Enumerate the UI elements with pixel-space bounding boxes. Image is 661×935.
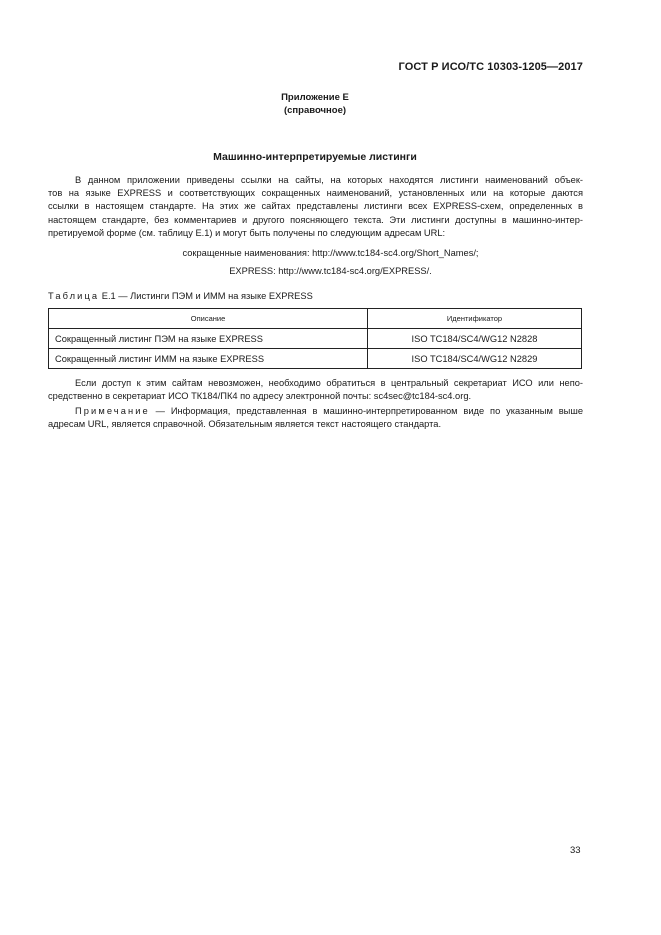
table-row bbox=[49, 329, 582, 349]
intro-line: тов на языке EXPRESS и соответствующих сокращенных наименований, установленных или на которые даются bbox=[48, 188, 583, 199]
table-caption-text: Е.1 — Листинги ПЭМ и ИММ на языке EXPRESS bbox=[99, 291, 313, 301]
intro-line: В данном приложении приведены ссылки на сайты, на которых находятся листинги наименований объек- bbox=[75, 175, 583, 185]
row-description: Сокращенный листинг ПЭМ на языке EXPRESS bbox=[49, 329, 368, 349]
intro-line: настоящем стандарте, без комментариев и другого поясняющего текста. Эти листинги доступны в машинно-интер- bbox=[48, 214, 583, 225]
annex-title: Приложение Е bbox=[281, 92, 349, 103]
row-identifier: ISO TC184/SC4/WG12 N2829 bbox=[368, 349, 582, 369]
row-description: Сокращенный листинг ИММ на языке EXPRESS bbox=[49, 349, 368, 369]
note-line: Примечание — Информация, представленная в машинно-интерпретированном виде по указанным выше bbox=[75, 406, 583, 416]
access-line: Если доступ к этим сайтам невозможен, необходимо обратиться в центральный секретариат ИСО или непо- bbox=[75, 378, 583, 388]
header-identifier: Идентификатор bbox=[368, 309, 582, 329]
header-description: Описание bbox=[49, 309, 368, 329]
access-paragraph bbox=[48, 377, 583, 403]
note-paragraph bbox=[48, 405, 583, 431]
page-number: 33 bbox=[570, 845, 581, 856]
note-label: Примечание bbox=[75, 406, 150, 416]
url-express[interactable]: EXPRESS: http://www.tc184-sc4.org/EXPRESS/. bbox=[229, 266, 432, 276]
annex-subtitle: (справочное) bbox=[283, 105, 347, 116]
annex-heading bbox=[0, 91, 630, 117]
table-row bbox=[49, 349, 582, 369]
access-line: средственно в секретариат ИСО ТК184/ПК4 по адресу электронной почты: sc4sec@tc184-sc4.org. bbox=[48, 391, 472, 402]
row-identifier: ISO TC184/SC4/WG12 N2828 bbox=[368, 329, 582, 349]
table-header-row bbox=[49, 309, 582, 329]
document-header: ГОСТ Р ИСО/ТС 10303-1205—2017 bbox=[398, 61, 583, 73]
note-line: адресам URL, является справочной. Обязательным является текст настоящего стандарта. bbox=[48, 419, 442, 430]
listings-table bbox=[48, 308, 582, 369]
url-short-names[interactable]: сокращенные наименования: http://www.tc184-sc4.org/Short_Names/; bbox=[182, 248, 479, 258]
section-title: Машинно-интерпретируемые листинги bbox=[213, 151, 417, 163]
intro-paragraph bbox=[48, 174, 583, 240]
table-caption bbox=[48, 291, 313, 301]
table-caption-label: Таблица bbox=[48, 291, 100, 301]
intro-line: претируемой форме (см. таблицу Е.1) и могут быть получены по следующим адресам URL: bbox=[48, 227, 446, 238]
intro-line: ссылки в настоящем стандарте. На этих же сайтах представлены листинги всех EXPRESS-схем, определенных в bbox=[48, 201, 583, 212]
